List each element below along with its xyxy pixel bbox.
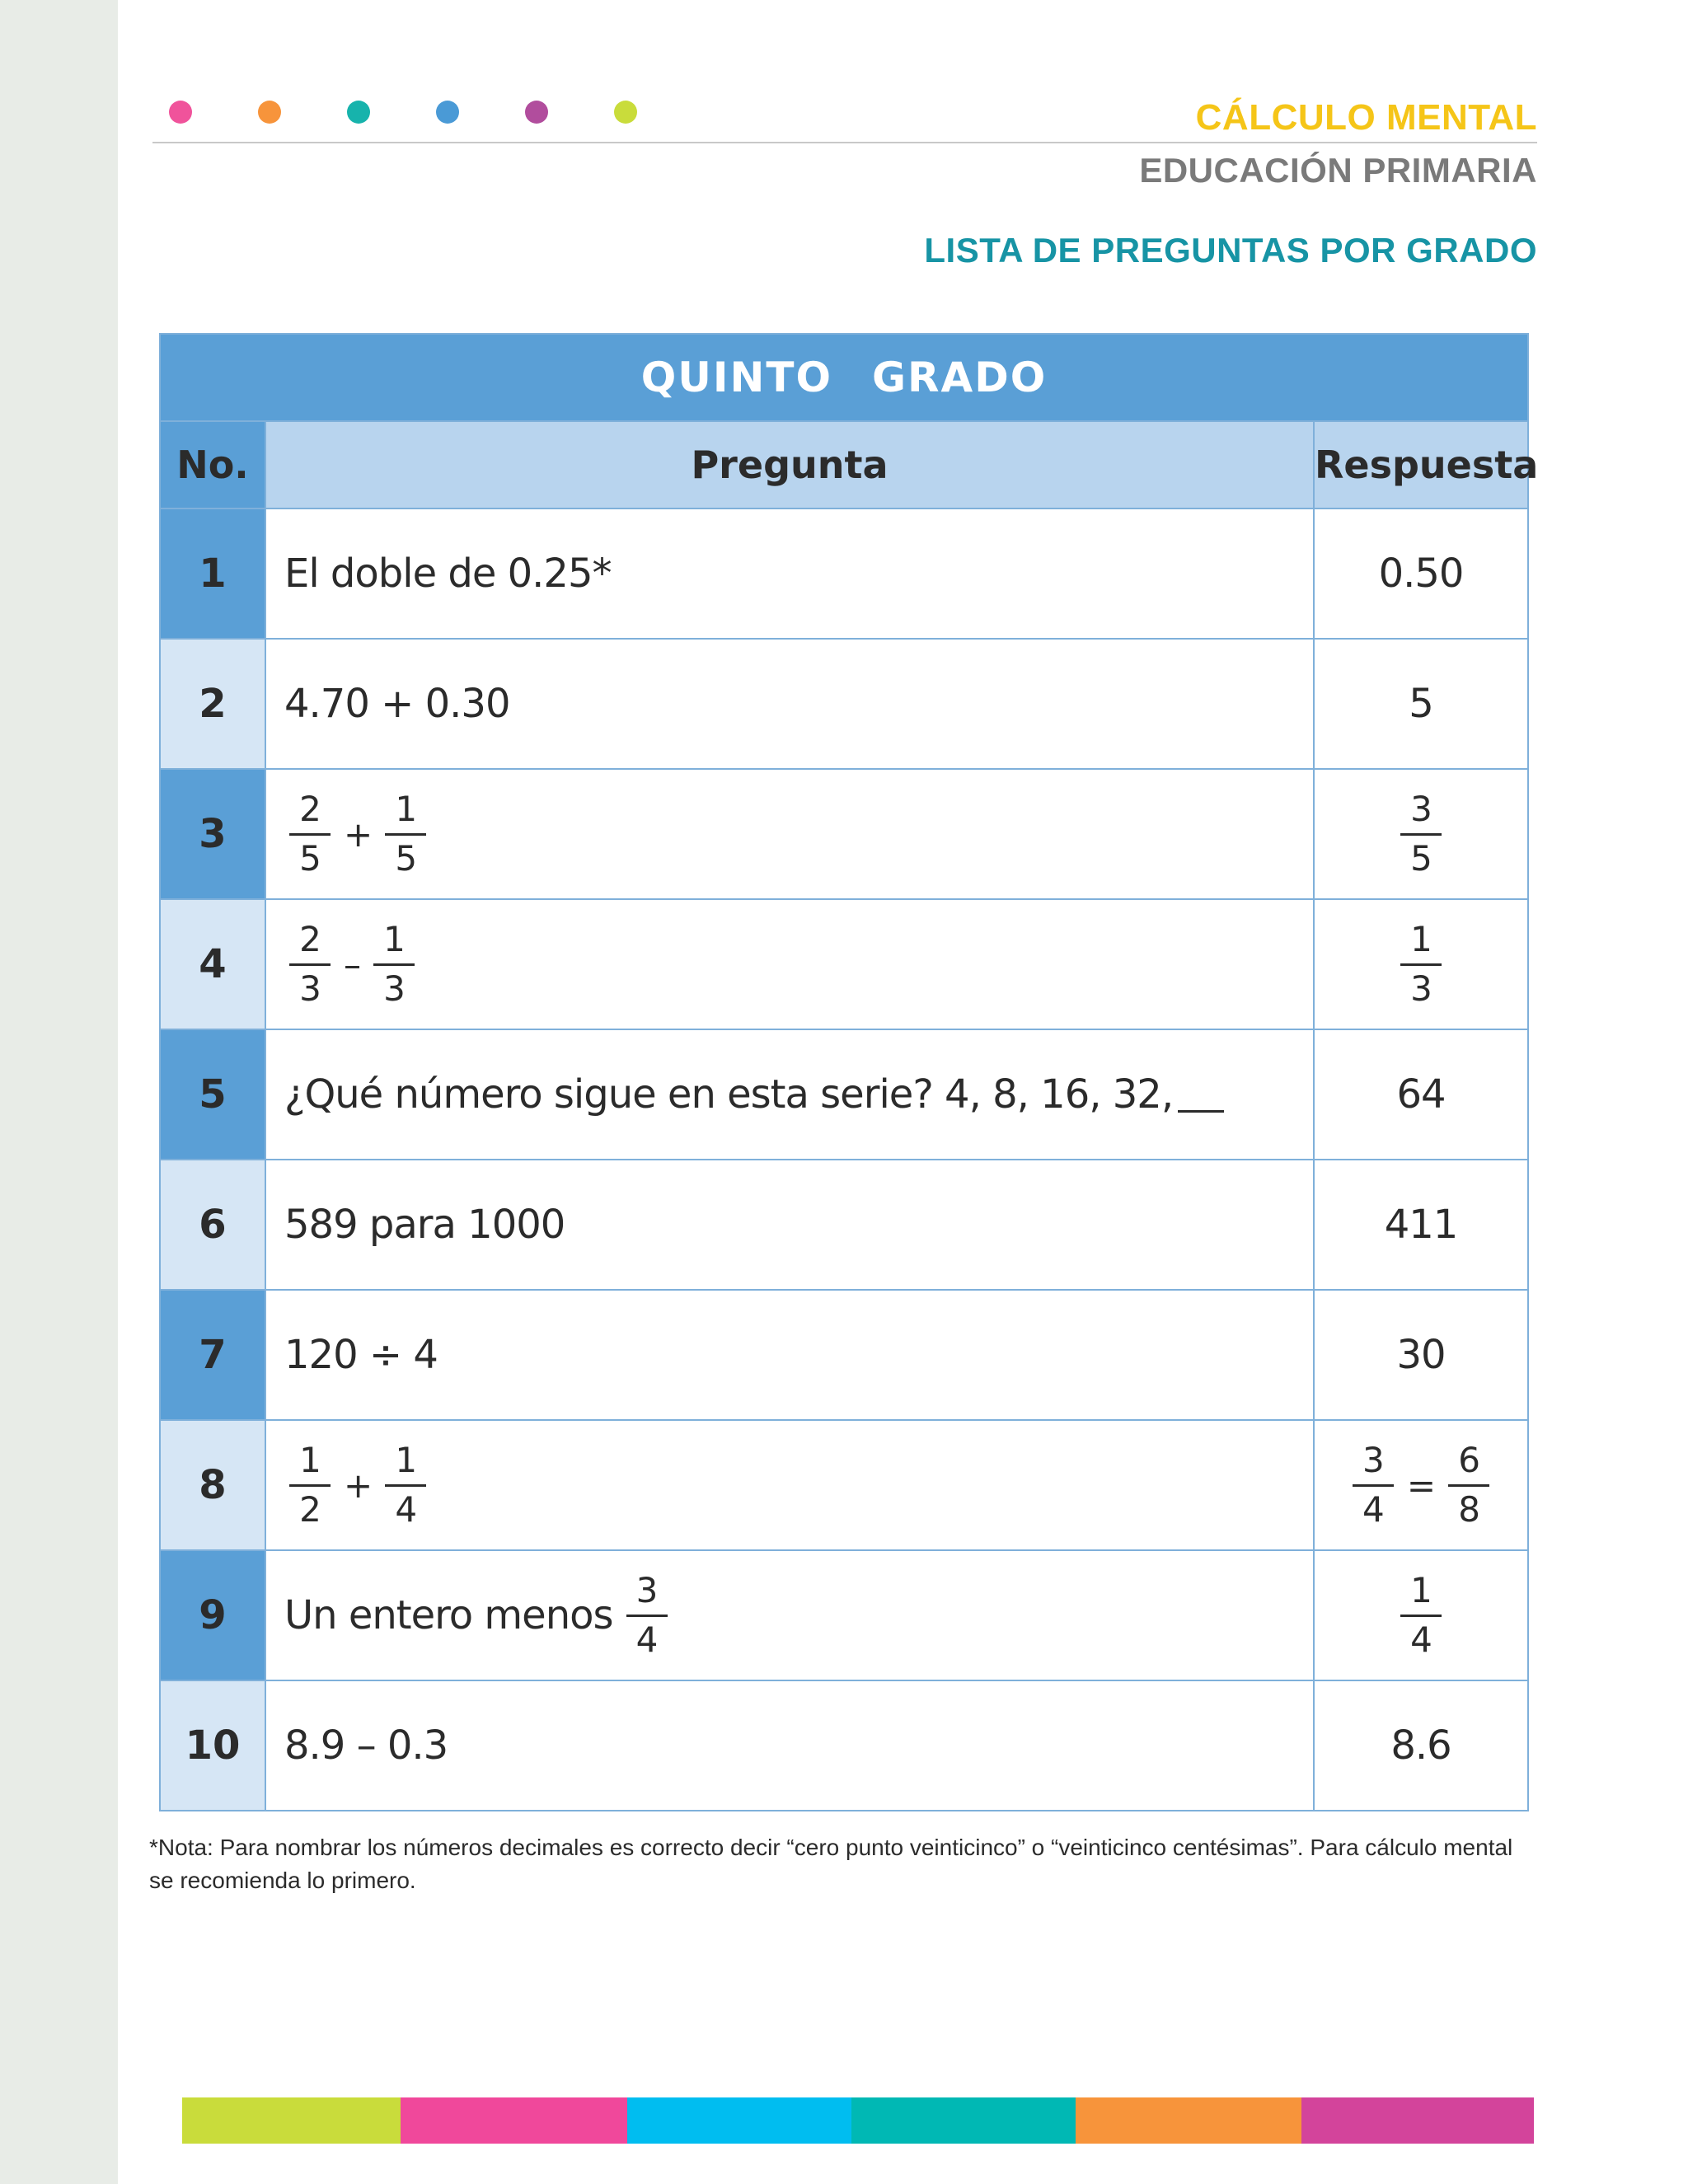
- side-band: [0, 0, 118, 2184]
- dot-orange: [258, 101, 281, 124]
- table-caption: [160, 334, 1528, 421]
- row-answer: 0.50: [1314, 509, 1528, 639]
- header-rule: [152, 142, 1537, 143]
- operator: =: [1406, 1465, 1436, 1506]
- row-answer: 8.6: [1314, 1680, 1528, 1811]
- numerator: 1: [385, 1441, 426, 1486]
- row-question: 120 ÷ 4: [265, 1290, 1314, 1420]
- question-text: Un entero menos: [284, 1592, 613, 1638]
- row-answer: 30: [1314, 1290, 1528, 1420]
- row-answer: [1314, 1550, 1528, 1680]
- footer-segment-pink: [401, 2097, 627, 2144]
- row-question: 589 para 1000: [265, 1160, 1314, 1290]
- table-row: [160, 769, 1528, 899]
- operator: –: [344, 944, 360, 985]
- fraction: [289, 920, 331, 1009]
- denominator: 5: [299, 837, 321, 879]
- fraction: [1400, 1571, 1442, 1660]
- header-no: No.: [160, 421, 265, 509]
- footnote: *Nota: Para nombrar los números decimales es correcto decir “cero punto veinticinco” o “veinticinco centésimas”. Para cálculo mental se recomienda lo primero.: [149, 1835, 1513, 1893]
- row-answer: 64: [1314, 1029, 1528, 1160]
- numerator: 3: [626, 1571, 668, 1616]
- table-row: [160, 1680, 1528, 1811]
- table-row: [160, 1290, 1528, 1420]
- fraction: [289, 790, 331, 879]
- caption-word-grado: GRADO: [871, 354, 1048, 401]
- table-row: [160, 1550, 1528, 1680]
- denominator: 4: [1362, 1488, 1384, 1530]
- numerator: 6: [1448, 1441, 1489, 1486]
- row-number: 3: [160, 769, 265, 899]
- numerator: 2: [289, 920, 331, 965]
- fraction: [626, 1571, 668, 1660]
- section-title: LISTA DE PREGUNTAS POR GRADO: [924, 231, 1537, 269]
- dot-lime: [614, 101, 637, 124]
- row-number: 7: [160, 1290, 265, 1420]
- footer-segment-magenta: [1301, 2097, 1534, 2144]
- denominator: 4: [395, 1488, 417, 1530]
- fraction: [1400, 920, 1442, 1009]
- denominator: 5: [1410, 837, 1432, 879]
- numerator: 1: [373, 920, 415, 965]
- fraction: [1353, 1441, 1394, 1530]
- denominator: 3: [1410, 968, 1432, 1009]
- question-text: ¿Qué número sigue en esta serie? 4, 8, 16, 32,: [284, 1071, 1174, 1118]
- row-question: [265, 1029, 1314, 1160]
- questions-table: [159, 333, 1539, 1811]
- denominator: 8: [1458, 1488, 1479, 1530]
- fraction: [373, 920, 415, 1009]
- row-question: [265, 1420, 1314, 1550]
- table-row: [160, 1420, 1528, 1550]
- fraction: [385, 790, 426, 879]
- footer-segment-orange: [1076, 2097, 1301, 2144]
- table-row: [160, 639, 1528, 769]
- fraction: [289, 1441, 331, 1530]
- table-row: [160, 1160, 1528, 1290]
- numerator: 3: [1400, 790, 1442, 835]
- doc-title: CÁLCULO MENTAL: [1195, 97, 1537, 138]
- numerator: 3: [1353, 1441, 1394, 1486]
- denominator: 4: [1410, 1619, 1432, 1660]
- header-answer: Respuesta: [1314, 421, 1528, 509]
- denominator: 3: [383, 968, 405, 1009]
- row-number: 9: [160, 1550, 265, 1680]
- fraction: [385, 1441, 426, 1530]
- dot-purple: [525, 101, 548, 124]
- row-answer: 411: [1314, 1160, 1528, 1290]
- footer-segment-lime: [182, 2097, 401, 2144]
- operator: +: [344, 1465, 373, 1506]
- caption-word-quinto: QUINTO: [640, 354, 832, 401]
- header-question: Pregunta: [265, 421, 1314, 509]
- row-question: 8.9 – 0.3: [265, 1680, 1314, 1811]
- row-question: [265, 899, 1314, 1029]
- numerator: 1: [385, 790, 426, 835]
- numerator: 1: [289, 1441, 331, 1486]
- dot-teal: [347, 101, 370, 124]
- row-question: [265, 769, 1314, 899]
- table-row: [160, 899, 1528, 1029]
- row-answer: 5: [1314, 639, 1528, 769]
- row-question: [265, 1550, 1314, 1680]
- row-number: 1: [160, 509, 265, 639]
- row-number: 4: [160, 899, 265, 1029]
- row-number: 5: [160, 1029, 265, 1160]
- row-number: 2: [160, 639, 265, 769]
- row-answer: [1314, 899, 1528, 1029]
- fraction: [1400, 790, 1442, 879]
- answer-blank: [1178, 1110, 1224, 1113]
- denominator: 2: [299, 1488, 321, 1530]
- dot-pink: [169, 101, 192, 124]
- denominator: 4: [635, 1619, 658, 1660]
- numerator: 1: [1400, 920, 1442, 965]
- footer-color-bar: [182, 2097, 1534, 2144]
- row-answer: [1314, 769, 1528, 899]
- row-question: 4.70 + 0.30: [265, 639, 1314, 769]
- table-header-row: [160, 421, 1528, 509]
- operator: +: [344, 813, 373, 855]
- row-number: 10: [160, 1680, 265, 1811]
- footer-segment-cyan: [627, 2097, 851, 2144]
- fraction: [1448, 1441, 1489, 1530]
- row-question: El doble de 0.25*: [265, 509, 1314, 639]
- row-number: 6: [160, 1160, 265, 1290]
- row-number: 8: [160, 1420, 265, 1550]
- table-row: [160, 509, 1528, 639]
- dot-blue: [436, 101, 459, 124]
- row-answer: [1314, 1420, 1528, 1550]
- denominator: 3: [299, 968, 321, 1009]
- numerator: 2: [289, 790, 331, 835]
- numerator: 1: [1400, 1571, 1442, 1616]
- footer-segment-teal: [851, 2097, 1076, 2144]
- denominator: 5: [395, 837, 417, 879]
- doc-subtitle: EDUCACIÓN PRIMARIA: [1139, 151, 1537, 190]
- table-row: [160, 1029, 1528, 1160]
